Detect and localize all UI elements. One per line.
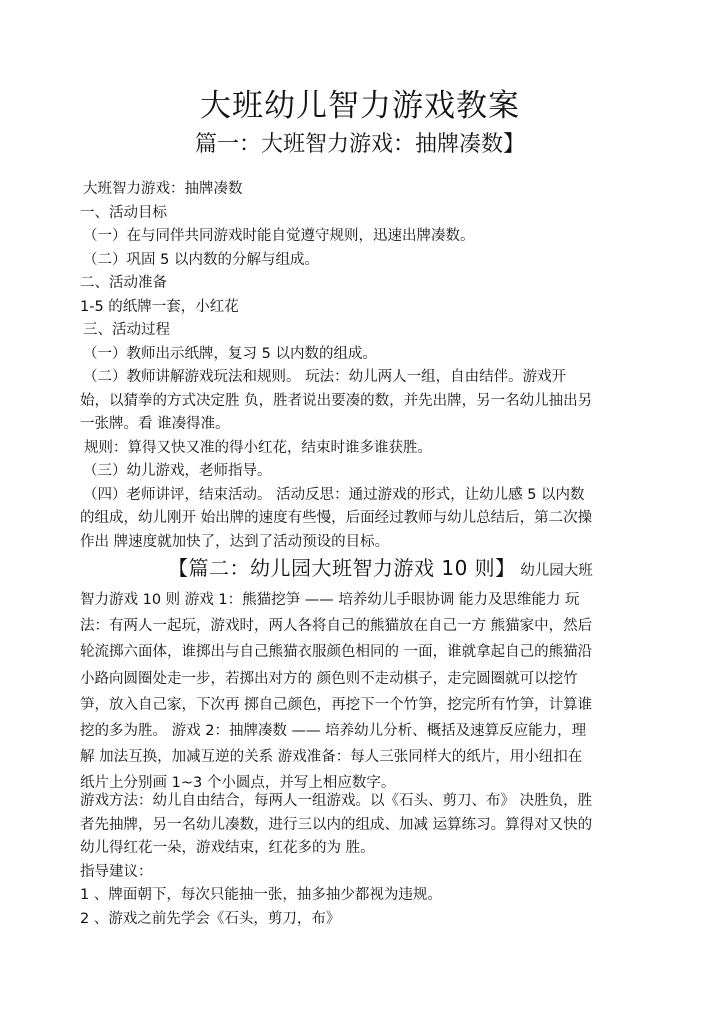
part2-heading: 【篇二：幼儿园大班智力游戏 10 则】 bbox=[168, 556, 516, 580]
part3-line: 2 、游戏之前先学会《石头，剪刀，布》 bbox=[80, 910, 341, 927]
part2-line: 解 加法互换，加减互逆的关系 游戏准备：每人三张同样大的纸片，用小纽扣在 bbox=[80, 749, 583, 766]
part2-line: 智力游戏 10 则 游戏 1：熊猫挖笋 —— 培养幼儿手眼协调 能力及思维能力 玩 bbox=[80, 592, 580, 608]
part1-line: 大班智力游戏：抽牌凑数 bbox=[83, 181, 243, 197]
part1-body bbox=[80, 178, 642, 554]
part1-line: （一）在与同伴共同游戏时能自觉遵守规则，迅速出牌凑数。 bbox=[83, 228, 475, 244]
part2-line: 法：有两人一起玩，游戏时，两人各将自己的熊猫放在自己一方 熊猫家中，然后 bbox=[80, 618, 593, 635]
part3-line: 指导建议： bbox=[80, 863, 153, 880]
part3-line: 者先抽牌，另一名幼儿凑数，进行三以内的组成、加减 运算练习。算得对又快的 bbox=[80, 816, 593, 833]
part1-line: 1-5 的纸牌一套，小红花 bbox=[80, 298, 239, 315]
part2-heading-line bbox=[80, 553, 642, 586]
part1-line: 的组成，幼儿刚开 始出牌的速度有些慢，后面经过教师与幼儿总结后，第二次操 bbox=[80, 510, 593, 526]
part1-line: 始，以猜拳的方式决定胜 负，胜者说出要凑的数，并先出牌，另一名幼儿抽出另 bbox=[80, 392, 593, 409]
part2-line: 小路向圆圈处走一步，若掷出对方的 颜色则不走动棋子，走完圆圈就可以挖竹 bbox=[80, 670, 578, 687]
part1-line: 三、活动过程 bbox=[83, 322, 170, 338]
document-title: 大班幼儿智力游戏教案 bbox=[200, 88, 520, 124]
part2-line: 纸片上分别画 1~3 个小圆点，并写上相应数字。 bbox=[80, 775, 396, 792]
part2-body bbox=[80, 587, 642, 797]
part1-line: 作出 牌速度就加快了，达到了活动预设的目标。 bbox=[80, 533, 390, 550]
part2-line: 笋，放入自己家，下次再 掷自己颜色，再挖下一个竹笋，挖完所有竹笋，计算谁 bbox=[80, 696, 593, 713]
part1-line: （四）老师讲评，结束活动。 活动反思：通过游戏的形式，让幼儿感 5 以内数 bbox=[83, 486, 585, 503]
part3-line: 1 、牌面朝下，每次只能抽一张，抽多抽少都视为违规。 bbox=[80, 887, 442, 904]
part1-line: （二）巩固 5 以内数的分解与组成。 bbox=[83, 251, 319, 268]
part1-line: 一张牌。看 谁凑得准。 bbox=[80, 416, 230, 432]
part1-line: （二）教师讲解游戏玩法和规则。 玩法：幼儿两人一组，自由结伴。游戏开 bbox=[83, 369, 567, 385]
document-subtitle: 篇一：大班智力游戏：抽牌凑数】 bbox=[194, 132, 525, 157]
part3-line: 游戏方法：幼儿自由结合，每两人一组游戏。以《石头、剪刀、布》 决胜负，胜 bbox=[80, 793, 593, 809]
part1-line: 二、活动准备 bbox=[80, 275, 167, 291]
part1-line: （三）幼儿游戏，老师指导。 bbox=[83, 463, 272, 479]
part1-line: 规则：算得又快又准的得小红花，结束时谁多谁获胜。 bbox=[84, 439, 432, 456]
part2-heading-tail: 幼儿园大班 bbox=[515, 563, 593, 579]
part2-line: 挖的多为胜。 游戏 2：抽牌凑数 —— 培养幼儿分析、概括及速算反应能力，理 bbox=[80, 723, 587, 740]
part1-line: 一、活动目标 bbox=[80, 204, 167, 221]
part2-line: 轮流掷六面体，谁掷出与自己熊猫衣服颜色相同的 一面，谁就拿起自己的熊猫沿 bbox=[80, 644, 593, 661]
part3-line: 幼儿得红花一朵，游戏结束，红花多的为 胜。 bbox=[80, 840, 375, 857]
part1-line: （一）教师出示纸牌，复习 5 以内数的组成。 bbox=[83, 345, 377, 362]
part3-body bbox=[80, 790, 642, 932]
